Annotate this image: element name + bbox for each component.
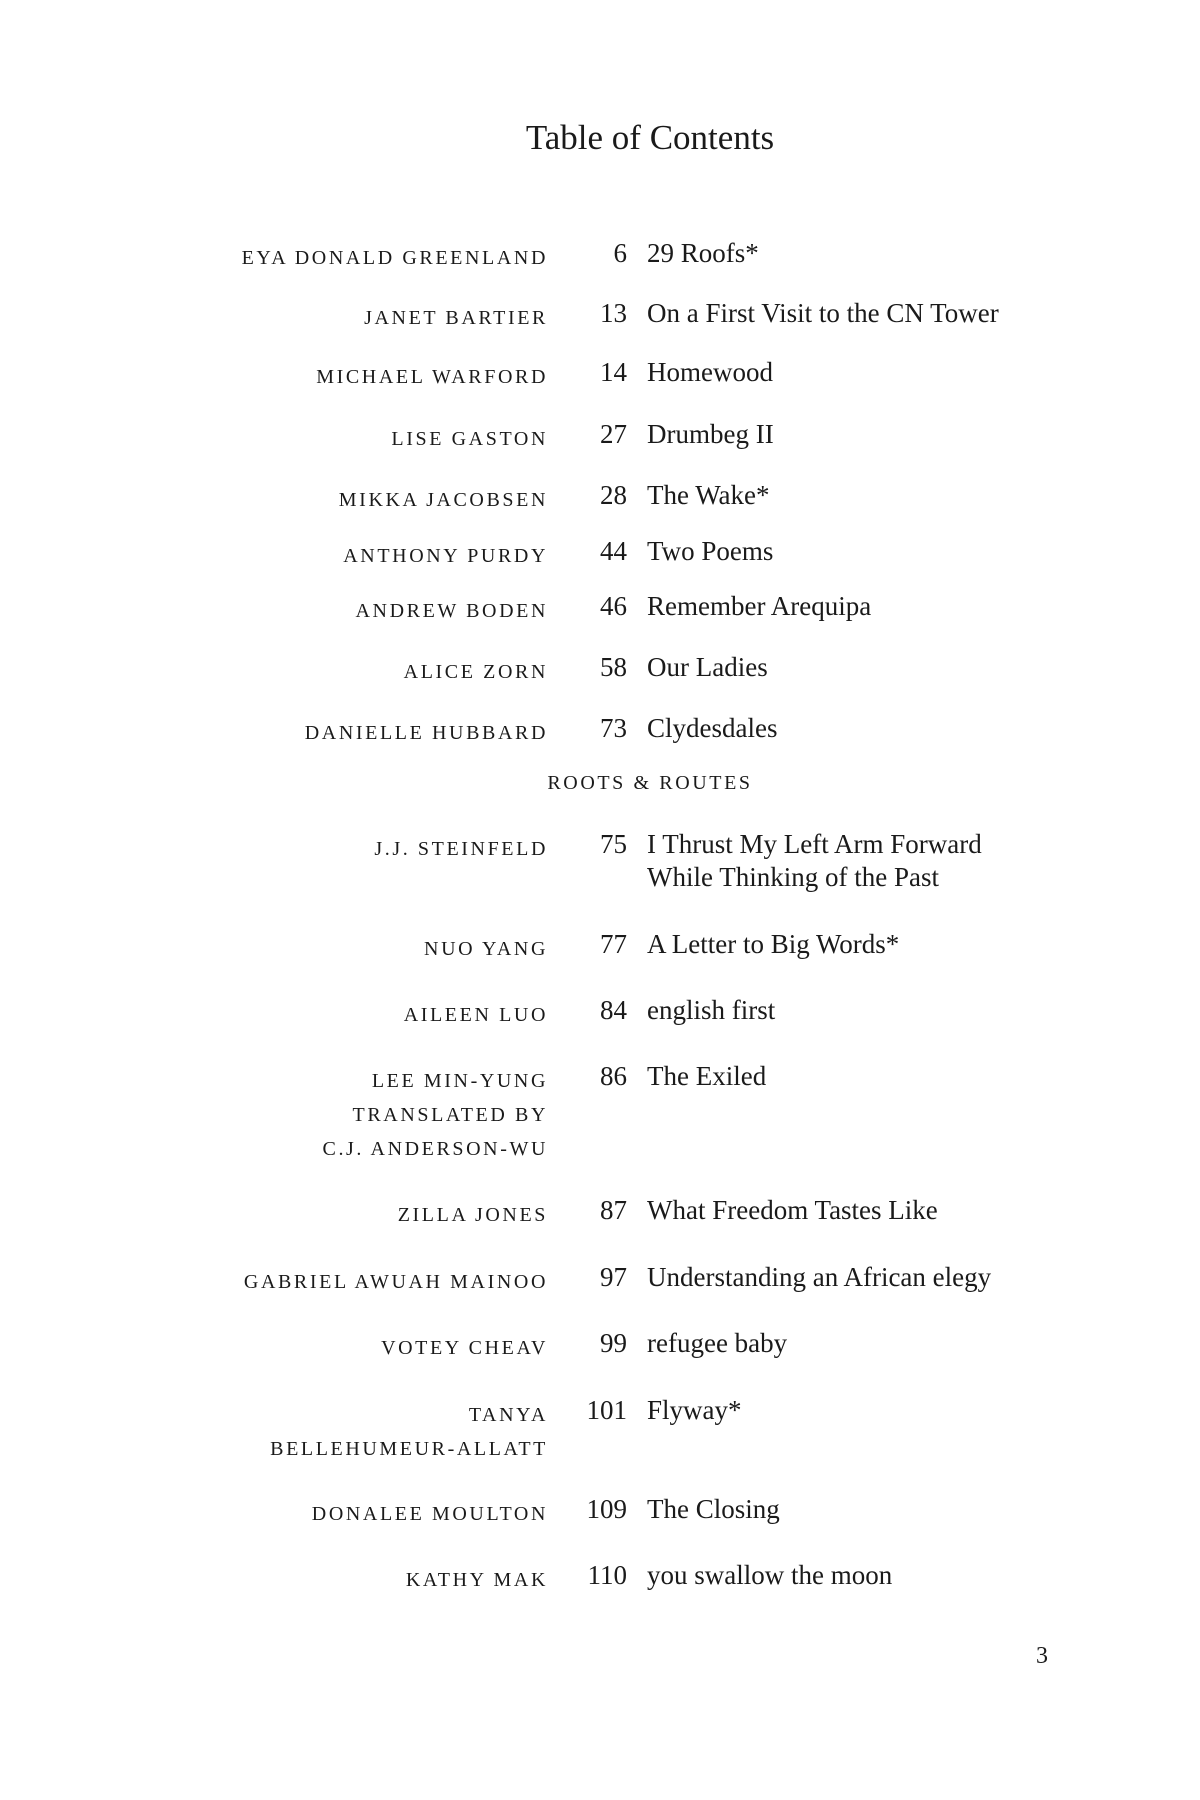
toc-title: On a First Visit to the CN Tower bbox=[647, 298, 999, 328]
toc-page-number: 75 bbox=[600, 829, 627, 859]
toc-title: refugee baby bbox=[647, 1328, 788, 1358]
section-heading: ROOTS & ROUTES bbox=[547, 772, 753, 794]
toc-title: english first bbox=[647, 995, 776, 1025]
toc-author: ANDREW BODEN bbox=[355, 600, 548, 622]
toc-page-number: 73 bbox=[600, 713, 627, 743]
toc-page-number: 99 bbox=[600, 1328, 627, 1358]
toc-author: NUO YANG bbox=[424, 938, 548, 960]
toc-author: MIKKA JACOBSEN bbox=[338, 489, 548, 511]
toc-page-number: 27 bbox=[600, 419, 627, 449]
toc-page-number: 87 bbox=[600, 1195, 627, 1225]
toc-author: KATHY MAK bbox=[405, 1569, 548, 1591]
toc-author: MICHAEL WARFORD bbox=[316, 366, 548, 388]
toc-page-number: 97 bbox=[600, 1262, 627, 1292]
toc-title: Our Ladies bbox=[647, 652, 768, 682]
toc-author: GABRIEL AWUAH MAINOO bbox=[243, 1271, 548, 1293]
folio-page-number: 3 bbox=[1036, 1643, 1048, 1669]
toc-page-number: 86 bbox=[600, 1061, 627, 1091]
toc-author: ANTHONY PURDY bbox=[343, 545, 548, 567]
toc-title: Remember Arequipa bbox=[647, 591, 872, 621]
toc-page-number: 28 bbox=[600, 480, 627, 510]
toc-page-number: 101 bbox=[586, 1395, 627, 1425]
toc-author: ZILLA JONES bbox=[397, 1204, 548, 1226]
toc-title: Clydesdales bbox=[647, 713, 778, 743]
toc-title: Flyway* bbox=[647, 1395, 742, 1425]
toc-page-number: 58 bbox=[600, 652, 627, 682]
toc-title: The Closing bbox=[647, 1494, 780, 1524]
toc-title: What Freedom Tastes Like bbox=[647, 1195, 938, 1225]
toc-author: TANYA BELLEHUMEUR-ALLATT bbox=[270, 1404, 548, 1460]
toc-title: The Wake* bbox=[647, 480, 770, 510]
toc-page-number: 13 bbox=[600, 298, 627, 328]
toc-title: Homewood bbox=[647, 357, 773, 387]
toc-page-number: 77 bbox=[600, 929, 627, 959]
toc-author: ALICE ZORN bbox=[403, 661, 548, 683]
toc-page-number: 14 bbox=[600, 357, 627, 387]
toc-title: you swallow the moon bbox=[647, 1560, 893, 1590]
toc-title: Drumbeg II bbox=[647, 419, 774, 449]
toc-page-number: 84 bbox=[600, 995, 627, 1025]
toc-author: DONALEE MOULTON bbox=[311, 1503, 548, 1525]
toc-page-number: 110 bbox=[587, 1560, 627, 1590]
page-title: Table of Contents bbox=[525, 118, 775, 157]
toc-page-number: 6 bbox=[613, 238, 627, 268]
toc-title: Two Poems bbox=[647, 536, 774, 566]
toc-title: I Thrust My Left Arm Forward While Thinking of the Past bbox=[647, 829, 982, 892]
toc-author: JANET BARTIER bbox=[364, 307, 548, 329]
toc-title: Understanding an African elegy bbox=[647, 1262, 992, 1292]
toc-page-number: 109 bbox=[586, 1494, 627, 1524]
toc-author: VOTEY CHEAV bbox=[381, 1337, 548, 1359]
toc-author: AILEEN LUO bbox=[403, 1004, 548, 1026]
toc-author: EYA DONALD GREENLAND bbox=[241, 247, 548, 269]
toc-page-number: 44 bbox=[600, 536, 627, 566]
toc-title: The Exiled bbox=[647, 1061, 767, 1091]
toc-author: LISE GASTON bbox=[391, 428, 548, 450]
toc-author: LEE MIN-YUNG TRANSLATED BY C.J. ANDERSON-WU bbox=[322, 1070, 548, 1160]
toc-author: DANIELLE HUBBARD bbox=[304, 722, 548, 744]
toc-title: A Letter to Big Words* bbox=[647, 929, 900, 959]
toc-page-number: 46 bbox=[600, 591, 627, 621]
toc-author: J.J. STEINFELD bbox=[374, 838, 548, 860]
toc-title: 29 Roofs* bbox=[647, 238, 759, 268]
